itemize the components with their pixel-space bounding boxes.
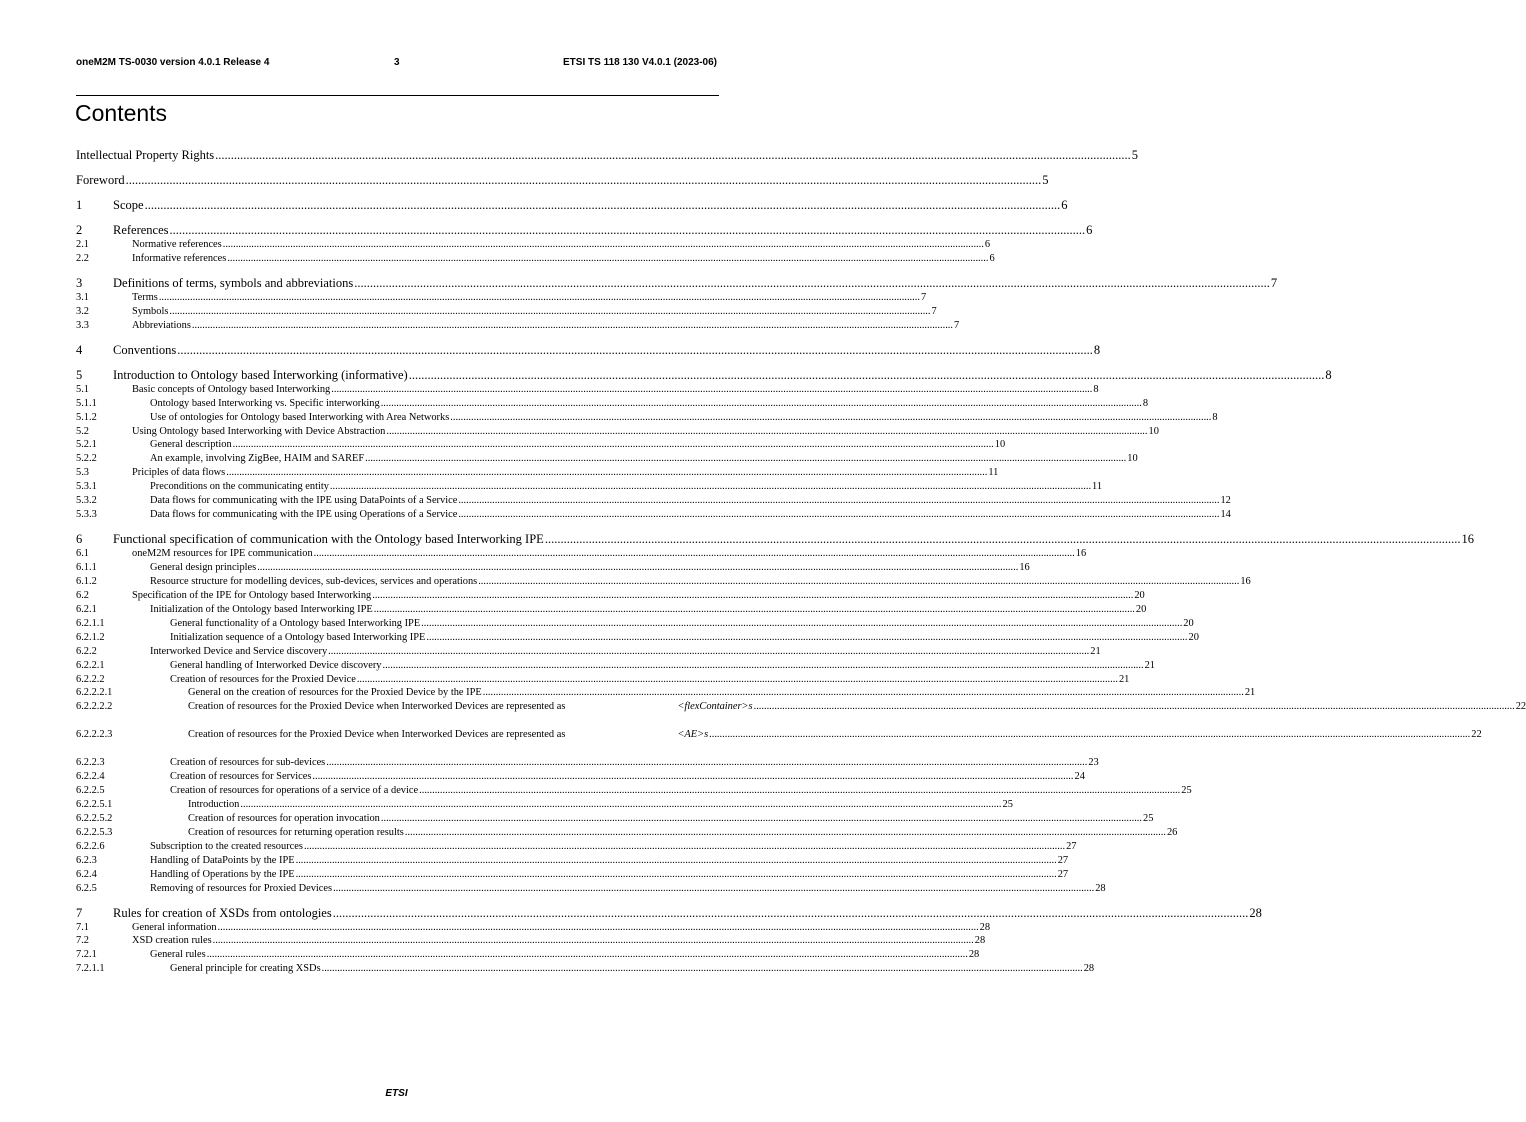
toc-entry[interactable]: 5 Introduction to Ontology based Interworking (informative) ..... 8 [76,368,719,383]
toc-entry[interactable]: 3.2 Symbols ..... 7 [76,305,719,319]
toc-entry[interactable]: 6.1.2 Resource structure for modelling devices, sub-devices, services and operations ..... 16 [76,575,719,589]
toc-entry[interactable]: 2.2 Informative references ..... 6 [76,252,719,266]
toc-entry[interactable]: 7 Rules for creation of XSDs from ontologies ..... 28 [76,906,719,921]
toc-entry[interactable]: 6.2.2.2 Creation of resources for the Proxied Device ..... 21 [76,673,719,687]
toc-entry[interactable]: Intellectual Property Rights ..... 5 [76,148,719,163]
header-rule [76,95,719,96]
toc-entry[interactable]: 6.2.1.2 Initialization sequence of a Ontology based Interworking IPE ..... 20 [76,631,719,645]
toc-entry[interactable]: 6.2.2.2.1 General on the creation of resources for the Proxied Device by the IPE ..... 21 [76,686,719,700]
toc-entry[interactable]: 6.2.1.1 General functionality of a Ontology based Interworking IPE ..... 20 [76,617,719,631]
toc-entry[interactable]: 4 Conventions ..... 8 [76,343,719,358]
toc-entry[interactable]: 3 Definitions of terms, symbols and abbreviations ..... 7 [76,276,719,291]
toc-entry[interactable]: 7.2.1.1 General principle for creating XSDs ..... 28 [76,962,719,976]
toc-entry[interactable]: 5.1 Basic concepts of Ontology based Interworking ..... 8 [76,383,719,397]
toc-entry[interactable]: 6.2.2.4 Creation of resources for Services ..... 24 [76,770,719,784]
toc-entry[interactable]: 6.2.2.5.2 Creation of resources for operation invocation ..... 25 [76,812,719,826]
toc-entry[interactable]: Foreword ..... 5 [76,173,719,188]
toc-entry[interactable]: 5.2.2 An example, involving ZigBee, HAIM and SAREF ..... 10 [76,452,719,466]
table-of-contents [76,148,1526,976]
toc-entry[interactable]: 7.2 XSD creation rules ..... 28 [76,934,719,948]
header-page-number: 3 [394,57,400,68]
toc-entry[interactable]: 3.1 Terms ..... 7 [76,291,719,305]
toc-entry[interactable]: 5.2.1 General description ..... 10 [76,438,719,452]
toc-entry[interactable]: 2.1 Normative references ..... 6 [76,238,719,252]
toc-entry[interactable]: 1 Scope ..... 6 [76,198,719,213]
toc-entry[interactable]: 6.2.2.3 Creation of resources for sub-devices ..... 23 [76,756,719,770]
toc-entry[interactable]: 2 References ..... 6 [76,223,719,238]
footer-etsi: ETSI [385,1088,408,1099]
toc-entry[interactable]: 6.2.3 Handling of DataPoints by the IPE ..... 27 [76,854,719,868]
toc-entry[interactable]: 6.2.2.1 General handling of Interworked Device discovery ..... 21 [76,659,719,673]
toc-entry[interactable]: 6.2.5 Removing of resources for Proxied Devices ..... 28 [76,882,719,896]
toc-entry[interactable]: 6.2.4 Handling of Operations by the IPE ..... 27 [76,868,719,882]
toc-entry[interactable]: 5.3.3 Data flows for communicating with the IPE using Operations of a Service ..... 14 [76,508,719,522]
header-etsi-id: ETSI TS 118 130 V4.0.1 (2023-06) [563,57,717,68]
toc-entry[interactable]: 6.2.2.2.3 Creation of resources for the Proxied Device when Interworked Devices are represented as <AE>s ..... 22 [76,728,719,756]
toc-entry[interactable]: 6.2.2 Interworked Device and Service discovery ..... 21 [76,645,719,659]
toc-entry[interactable]: 6.2.2.6 Subscription to the created resources ..... 27 [76,840,719,854]
toc-entry[interactable]: 5.1.2 Use of ontologies for Ontology based Interworking with Area Networks ..... 8 [76,411,719,425]
toc-entry[interactable]: 7.2.1 General rules ..... 28 [76,948,719,962]
toc-entry[interactable]: 5.3.2 Data flows for communicating with the IPE using DataPoints of a Service ..... 12 [76,494,719,508]
toc-entry[interactable]: 6.2.2.5 Creation of resources for operations of a service of a device ..... 25 [76,784,719,798]
toc-entry[interactable]: 3.3 Abbreviations ..... 7 [76,319,719,333]
toc-entry[interactable]: 5.3 Priciples of data flows ..... 11 [76,466,719,480]
toc-entry[interactable]: 6.1 oneM2M resources for IPE communication ..... 16 [76,547,719,561]
page-title: Contents [75,100,168,126]
toc-entry[interactable]: 6.2.2.2.2 Creation of resources for the Proxied Device when Interworked Devices are represented as <flexContainer>s ..... 22 [76,700,719,728]
toc-entry[interactable]: 6.2 Specification of the IPE for Ontology based Interworking ..... 20 [76,589,719,603]
toc-entry[interactable]: 6.2.1 Initialization of the Ontology based Interworking IPE ..... 20 [76,603,719,617]
toc-entry[interactable]: 5.3.1 Preconditions on the communicating entity ..... 11 [76,480,719,494]
toc-entry[interactable]: 5.1.1 Ontology based Interworking vs. Specific interworking ..... 8 [76,397,719,411]
toc-entry[interactable]: 6.2.2.5.3 Creation of resources for returning operation results ..... 26 [76,826,719,840]
toc-entry[interactable]: 6.1.1 General design principles ..... 16 [76,561,719,575]
toc-entry[interactable]: 7.1 General information ..... 28 [76,921,719,935]
toc-entry[interactable]: 5.2 Using Ontology based Interworking with Device Abstraction ..... 10 [76,425,719,439]
toc-entry[interactable]: 6 Functional specification of communication with the Ontology based Interworking IPE ..... 16 [76,532,719,547]
header-doc-id: oneM2M TS-0030 version 4.0.1 Release 4 [76,57,270,68]
toc-entry[interactable]: 6.2.2.5.1 Introduction ..... 25 [76,798,719,812]
